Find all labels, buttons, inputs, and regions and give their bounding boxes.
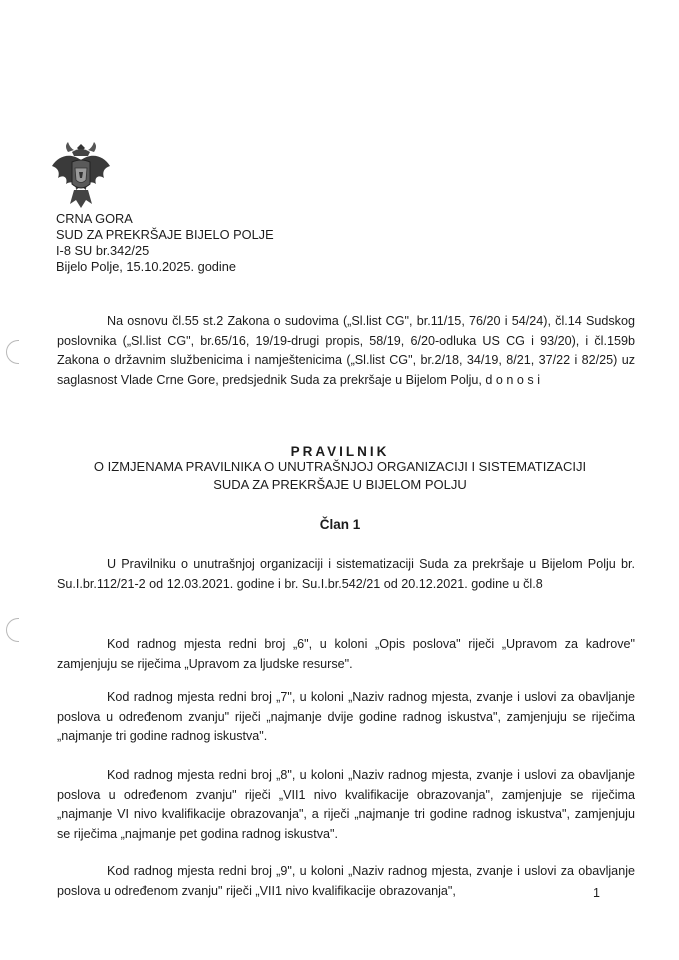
subtitle-line-1: O IZMJENAMA PRAVILNIKA O UNUTRAŠNJOJ ORGANIZACIJI I SISTEMATIZACIJI — [93, 459, 587, 474]
header-country: CRNA GORA — [56, 211, 133, 226]
intro-paragraph: Na osnovu čl.55 st.2 Zakona o sudovima („Sl.list CG", br.11/15, 76/20 i 54/24), čl.14 Sudskog poslovnika („Sl.list CG", br.65/16, 19/19-drugi propis, 58/19, 6/20-odluka US CG i 93/20), i čl.159b Zakona o državnim službenicima i namještenicima („Sl.list CG", br.2/18, 34/19, 8/21, 37/22 i 82/25) uz saglasnost Vlade Crne Gore, predsjednik Suda za prekršaje u Bijelom Polju, d o n o s i — [57, 314, 635, 387]
header-place-date: Bijelo Polje, 15.10.2025. godine — [56, 259, 237, 274]
header-reference-number: I-8 SU br.342/25 — [56, 243, 150, 258]
punch-hole-mark — [6, 618, 19, 642]
paragraph-3: Kod radnog mjesta redni broj „7", u koloni „Naziv radnog mjesta, zvanje i uslovi za obavljanje poslova u određenom zvanju" riječi „najmanje dvije godine radnog iskustva", zamjenjuju se riječima „najmanje tri godine radnog iskustva". — [57, 690, 635, 743]
paragraph-1: U Pravilniku o unutrašnjoj organizaciji i sistematizaciji Suda za prekršaje u Bijelom Polju br. Su.I.br.112/21-2 od 12.03.2021. godine i br. Su.I.br.542/21 od 20.12.2021. godine u čl.8 — [57, 557, 635, 591]
header-court: SUD ZA PREKRŠAJE BIJELO POLJE — [56, 227, 274, 242]
document-subtitle — [40, 458, 640, 494]
subtitle-line-2: SUDA ZA PREKRŠAJE U BIJELOM POLJU — [213, 477, 467, 492]
article-heading: Član 1 — [319, 517, 361, 532]
document-header — [56, 211, 274, 275]
paragraph-4: Kod radnog mjesta redni broj „8", u koloni „Naziv radnog mjesta, zvanje i uslovi za obavljanje poslova u određenom zvanju" riječi „VII1 nivo kvalifikacije obrazovanja", zamjenjuje se riječima „najmanje VI nivo kvalifikacije obrazovanja", a riječi „najmanje tri godine radnog iskustva", zamjenjuju se riječima „najmanje pet godina radnog iskustva". — [57, 768, 635, 841]
paragraph-5: Kod radnog mjesta redni broj „9", u koloni „Naziv radnog mjesta, zvanje i uslovi za obavljanje poslova u određenom zvanju" riječi „VII1 nivo kvalifikacije obrazovanja", — [57, 864, 635, 898]
coat-of-arms-icon — [50, 138, 112, 212]
document-title: PRAVILNIK — [290, 444, 390, 459]
punch-hole-mark — [6, 340, 19, 364]
paragraph-2: Kod radnog mjesta redni broj „6", u koloni „Opis poslova" riječi „Upravom za kadrove" zamjenjuju se riječima „Upravom za ljudske resurse". — [57, 637, 635, 671]
page-number: 1 — [593, 886, 600, 900]
